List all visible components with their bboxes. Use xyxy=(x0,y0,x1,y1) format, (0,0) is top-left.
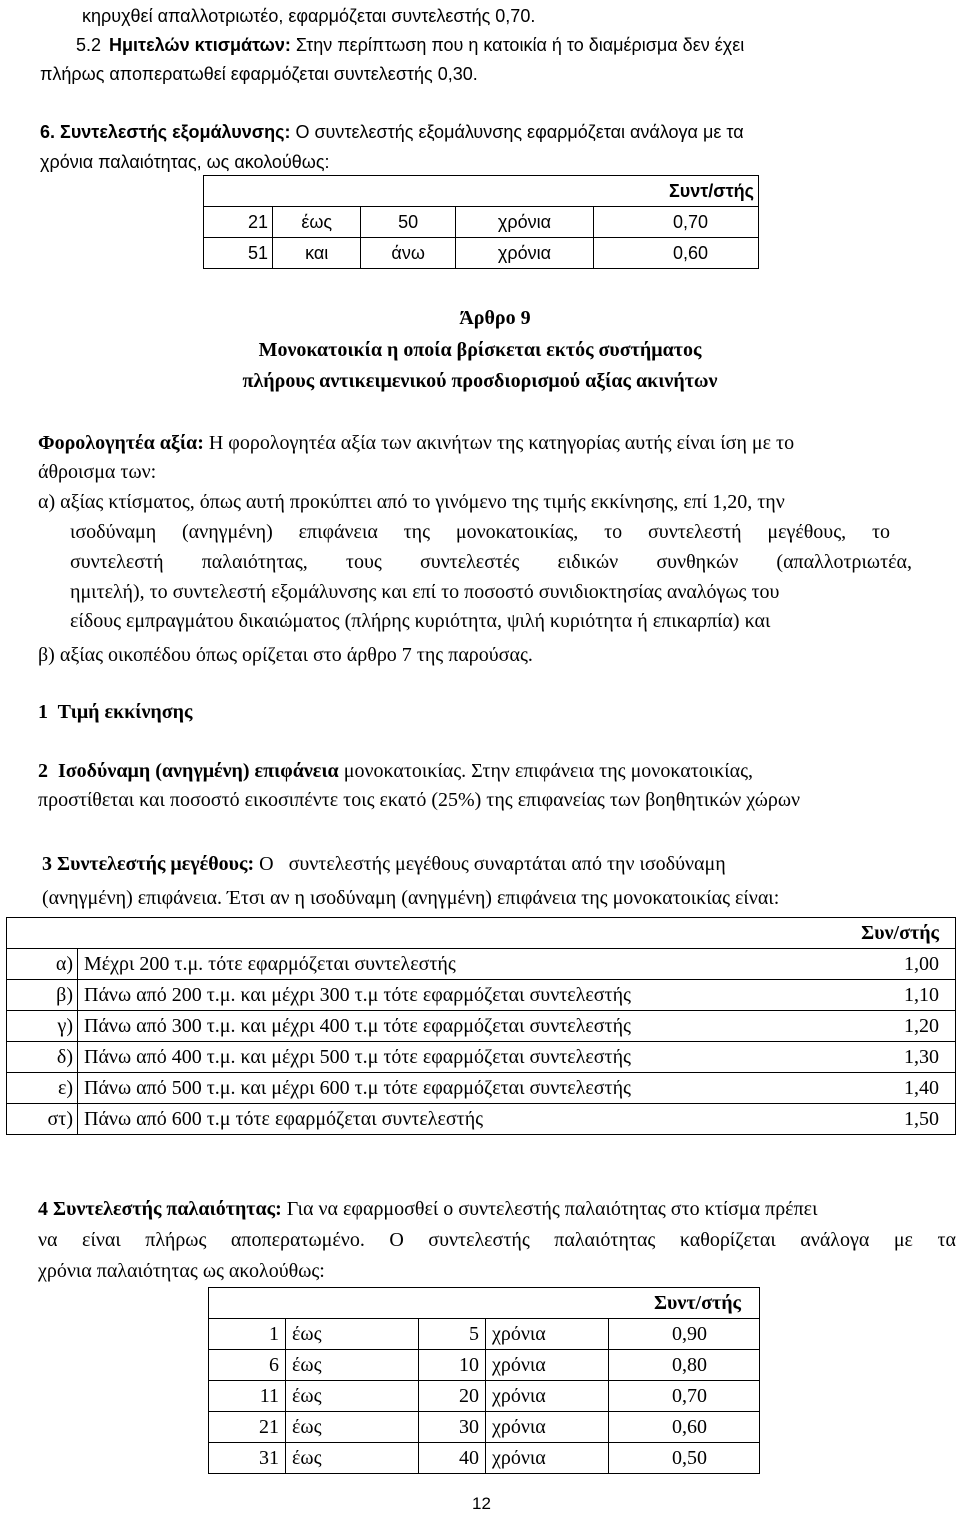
smoothing-coefficient-table xyxy=(203,175,759,269)
section-heading: 3 Συντελεστής μεγέθους: xyxy=(42,853,255,875)
table-row xyxy=(209,1443,760,1474)
text: Ο συντελεστής εξομάλυνσης εφαρμόζεται ανάλογα με τα xyxy=(290,122,744,142)
table-cell: 6 xyxy=(209,1350,286,1381)
table-cell: 10 xyxy=(419,1350,486,1381)
table-row xyxy=(7,980,956,1011)
table-cell: έως xyxy=(273,207,361,238)
table-row xyxy=(209,1412,760,1443)
text-line: συντελεστή παλαιότητας, τους συντελεστές ειδικών συνθηκών (απαλλοτριωτέα, xyxy=(70,551,912,573)
text-line xyxy=(38,1197,817,1221)
table-cell: 0,60 xyxy=(609,1412,760,1443)
text-line: είδους εμπραγμάτου δικαιώματος (πλήρης κυριότητα, ψιλή κυριότητα ή επικαρπία) και xyxy=(70,610,771,632)
table-cell: 51 xyxy=(204,238,273,269)
text-line: χρόνια παλαιότητας ως ακολούθως: xyxy=(38,1260,325,1282)
table-cell: στ) xyxy=(7,1104,78,1135)
section-heading: 4 Συντελεστής παλαιότητας: xyxy=(38,1198,282,1220)
table-cell: 1 xyxy=(209,1319,286,1350)
table-cell: 1,10 xyxy=(833,980,956,1011)
table-cell: 0,50 xyxy=(609,1443,760,1474)
table-cell: χρόνια xyxy=(486,1350,609,1381)
age-coefficient-table xyxy=(208,1287,760,1474)
table-cell: έως xyxy=(286,1412,419,1443)
text: Ο συντελεστής μεγέθους συναρτάται από την ισοδύναμη xyxy=(254,853,726,875)
text-line xyxy=(38,759,753,783)
text: Στην περίπτωση που η κατοικία ή το διαμέρισμα δεν έχει xyxy=(290,35,745,55)
table-cell: 1,40 xyxy=(833,1073,956,1104)
table-cell: 1,30 xyxy=(833,1042,956,1073)
table-cell: 21 xyxy=(204,207,273,238)
table-cell: γ) xyxy=(7,1011,78,1042)
table-cell: έως xyxy=(286,1381,419,1412)
table-cell: 1,00 xyxy=(833,949,956,980)
table-cell: 11 xyxy=(209,1381,286,1412)
text-line: προστίθεται και ποσοστό εικοσιπέντε τοις εκατό (25%) της επιφανείας των βοηθητικών χώρων xyxy=(38,789,801,811)
text: Για να εφαρμοσθεί ο συντελεστής παλαιότητας στο κτίσμα πρέπει xyxy=(281,1198,818,1220)
section-heading: 2 Ισοδύναμη (ανηγμένη) επιφάνεια xyxy=(38,760,339,782)
table-cell: έως xyxy=(286,1319,419,1350)
text: Η φορολογητέα αξία των ακινήτων της κατηγορίας αυτής είναι ίση με το xyxy=(203,432,795,454)
size-coefficient-table xyxy=(6,917,956,1135)
table-cell: 20 xyxy=(419,1381,486,1412)
table-row xyxy=(7,1104,956,1135)
table-row xyxy=(209,1319,760,1350)
text-line: να είναι πλήρως αποπερατωμένο. Ο συντελεστής παλαιότητας καθορίζεται ανάλογα με τα xyxy=(38,1229,956,1251)
table-cell: 40 xyxy=(419,1443,486,1474)
text-line xyxy=(38,431,794,455)
article-subtitle: Μονοκατοικία η οποία βρίσκεται εκτός συστήματος xyxy=(258,339,702,361)
table-header: Συν/στής xyxy=(833,918,956,949)
table-header: Συντ/στής xyxy=(594,176,759,207)
table-cell: 30 xyxy=(419,1412,486,1443)
table-cell: χρόνια xyxy=(455,238,593,269)
text-line: ημιτελή), το συντελεστή εξομάλυνσης και επί το ποσοστό συνιδιοκτησίας αναλόγως του xyxy=(70,581,780,603)
table-header-row xyxy=(209,1288,760,1319)
table-cell: 1,50 xyxy=(833,1104,956,1135)
table-cell: 31 xyxy=(209,1443,286,1474)
text-line: ισοδύναμη (ανηγμένη) επιφάνεια της μονοκατοικίας, το συντελεστή μεγέθους, το xyxy=(70,521,890,543)
section-heading: 6. Συντελεστής εξομάλυνσης: xyxy=(40,122,291,142)
table-cell: Μέχρι 200 τ.μ. τότε εφαρμόζεται συντελεστής xyxy=(78,949,834,980)
article-subtitle: πλήρους αντικειμενικού προσδιορισμού αξίας ακινήτων xyxy=(242,370,718,392)
table-row xyxy=(7,1011,956,1042)
table-row xyxy=(209,1350,760,1381)
table-cell: χρόνια xyxy=(486,1319,609,1350)
text-line: α) αξίας κτίσματος, όπως αυτή προκύπτει από το γινόμενο της τιμής εκκίνησης, επί 1,20, την xyxy=(38,491,785,513)
table-cell: χρόνια xyxy=(486,1381,609,1412)
table-cell: και xyxy=(273,238,361,269)
table-row xyxy=(204,238,759,269)
table-cell: 0,70 xyxy=(609,1381,760,1412)
table-cell: χρόνια xyxy=(486,1443,609,1474)
table-header-row xyxy=(7,918,956,949)
section-number: 5.2 xyxy=(76,35,102,55)
table-cell: β) xyxy=(7,980,78,1011)
table-cell: Πάνω από 300 τ.μ. και μέχρι 400 τ.μ τότε εφαρμόζεται συντελεστής xyxy=(78,1011,834,1042)
section-heading: Ημιτελών κτισμάτων: xyxy=(109,35,291,55)
text-line xyxy=(40,120,744,144)
text-line: πλήρως αποπερατωθεί εφαρμόζεται συντελεστής 0,30. xyxy=(40,64,478,84)
text-line: άθροισμα των: xyxy=(38,461,157,483)
table-cell: ε) xyxy=(7,1073,78,1104)
table-row xyxy=(7,949,956,980)
table-cell: Πάνω από 400 τ.μ. και μέχρι 500 τ.μ τότε εφαρμόζεται συντελεστής xyxy=(78,1042,834,1073)
table-cell: Πάνω από 600 τ.μ τότε εφαρμόζεται συντελεστής xyxy=(78,1104,834,1135)
table-cell: Πάνω από 500 τ.μ. και μέχρι 600 τ.μ τότε εφαρμόζεται συντελεστής xyxy=(78,1073,834,1104)
table-row xyxy=(204,207,759,238)
table-cell: χρόνια xyxy=(455,207,593,238)
table-cell: 50 xyxy=(361,207,455,238)
table-cell: 1,20 xyxy=(833,1011,956,1042)
table-header: Συντ/στής xyxy=(609,1288,760,1319)
text-line: χρόνια παλαιότητας, ως ακολούθως: xyxy=(40,152,330,172)
table-cell: χρόνια xyxy=(486,1412,609,1443)
table-cell: 0,70 xyxy=(594,207,759,238)
text-line: (ανηγμένη) επιφάνεια. Έτσι αν η ισοδύναμη (ανηγμένη) επιφάνεια της μονοκατοικίας είναι: xyxy=(42,887,780,909)
table-cell: 21 xyxy=(209,1412,286,1443)
text-line xyxy=(76,33,744,57)
section-heading: 1 Τιμή εκκίνησης xyxy=(38,701,193,723)
table-cell: έως xyxy=(286,1443,419,1474)
page-number: 12 xyxy=(472,1494,491,1513)
text: μονοκατοικίας. Στην επιφάνεια της μονοκατοικίας, xyxy=(338,760,753,782)
table-cell: 0,90 xyxy=(609,1319,760,1350)
table-cell: α) xyxy=(7,949,78,980)
term-heading: Φορολογητέα αξία: xyxy=(38,432,204,454)
text-line: β) αξίας οικοπέδου όπως ορίζεται στο άρθρο 7 της παρούσας. xyxy=(38,644,533,666)
text-line: κηρυχθεί απαλλοτριωτέο, εφαρμόζεται συντελεστής 0,70. xyxy=(82,6,536,26)
table-row xyxy=(209,1381,760,1412)
table-row xyxy=(7,1042,956,1073)
table-cell: δ) xyxy=(7,1042,78,1073)
table-header-row xyxy=(204,176,759,207)
table-cell: έως xyxy=(286,1350,419,1381)
text-line xyxy=(42,852,726,876)
table-cell: 0,80 xyxy=(609,1350,760,1381)
table-cell: Πάνω από 200 τ.μ. και μέχρι 300 τ.μ τότε εφαρμόζεται συντελεστής xyxy=(78,980,834,1011)
table-row xyxy=(7,1073,956,1104)
table-cell: 5 xyxy=(419,1319,486,1350)
table-cell: άνω xyxy=(361,238,455,269)
table-cell: 0,60 xyxy=(594,238,759,269)
article-title: Άρθρο 9 xyxy=(459,307,531,329)
